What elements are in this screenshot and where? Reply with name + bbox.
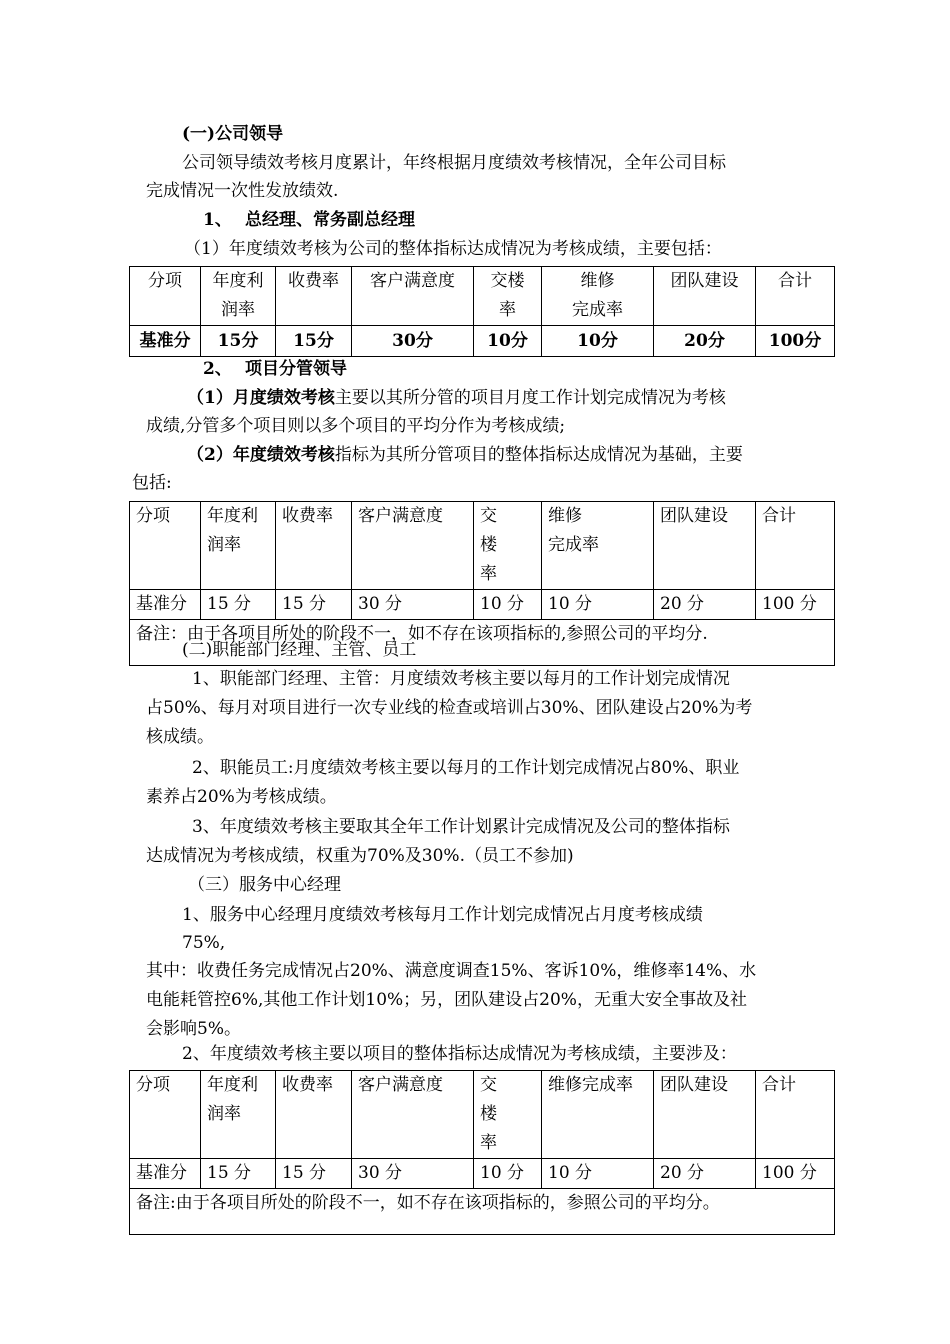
table-cell: 20 分 xyxy=(654,1159,756,1189)
service-center-score-table xyxy=(129,1070,835,1235)
paragraph-line: 会影响5%。 xyxy=(146,1019,241,1039)
paragraph-line: 完成情况一次性发放绩效. xyxy=(146,181,339,201)
header-cell: 维修 完成率 xyxy=(542,502,654,590)
header-cell: 收费率 xyxy=(276,267,352,326)
header-cell: 年度利 润率 xyxy=(201,267,276,326)
section-heading-functional-dept: (二)职能部门经理、主管、员工 xyxy=(182,640,417,660)
table-cell: 10 分 xyxy=(474,590,542,620)
table-cell: 100分 xyxy=(756,326,835,357)
paragraph-line: （1）年度绩效考核为公司的整体指标达成情况为考核成绩，主要包括： xyxy=(184,239,722,259)
table-cell: 15分 xyxy=(201,326,276,357)
paragraph-line: 1、职能部门经理、主管：月度绩效考核主要以每月的工作计划完成情况 xyxy=(192,669,730,689)
paragraph-line: 电能耗管控6%,其他工作计划10%；另，团队建设占20%，无重大安全事故及社 xyxy=(146,990,747,1010)
subsection-number: 1、 xyxy=(203,210,232,230)
header-cell: 交 楼 率 xyxy=(474,502,542,590)
paragraph-line: 核成绩。 xyxy=(146,727,214,747)
table-cell: 30 分 xyxy=(352,1159,474,1189)
header-cell: 分项 xyxy=(130,267,201,326)
header-cell: 合计 xyxy=(756,267,835,326)
table-cell: 15 分 xyxy=(276,590,352,620)
table-header-row xyxy=(130,502,835,590)
header-cell: 团队建设 xyxy=(654,1071,756,1159)
table-note: 备注:由于各项目所处的阶段不一，如不存在该项指标的，参照公司的平均分。 xyxy=(130,1189,835,1235)
table-cell: 10分 xyxy=(474,326,542,357)
table-cell: 基准分 xyxy=(130,1159,201,1189)
header-cell: 年度利 润率 xyxy=(201,502,276,590)
table-note: 备注：由于各项目所处的阶段不一，如不存在该项指标的,参照公司的平均分. xyxy=(130,620,835,666)
subsection-title-gm: 总经理、常务副总经理 xyxy=(245,210,415,230)
paragraph-line: 公司领导绩效考核月度累计，年终根据月度绩效考核情况，全年公司目标 xyxy=(182,153,726,173)
paragraph-line: 包括: xyxy=(132,473,172,493)
table-cell: 10 分 xyxy=(542,1159,654,1189)
paragraph-line: （2）年度绩效考核指标为其所分管项目的整体指标达成情况为基础，主要 xyxy=(187,445,743,465)
table-header-row xyxy=(130,267,835,326)
paragraph-line: 1、服务中心经理月度绩效考核每月工作计划完成情况占月度考核成绩 xyxy=(182,905,703,925)
header-cell: 合计 xyxy=(756,1071,835,1159)
gm-score-table xyxy=(129,266,835,357)
table-cell: 100 分 xyxy=(756,1159,835,1189)
paragraph-line: 素养占20%为考核成绩。 xyxy=(146,787,337,807)
paragraph-line: 2、职能员工:月度绩效考核主要以每月的工作计划完成情况占80%、职业 xyxy=(192,758,740,778)
table-cell: 15 分 xyxy=(276,1159,352,1189)
header-cell: 分项 xyxy=(130,1071,201,1159)
paragraph-line: 成绩,分管多个项目则以多个项目的平均分作为考核成绩; xyxy=(146,416,566,436)
paragraph-line: 达成情况为考核成绩，权重为70%及30%.（员工不参加) xyxy=(146,846,574,866)
table-cell: 基准分 xyxy=(130,326,201,357)
paragraph-line: 占50%、每月对项目进行一次专业线的检查或培训占30%、团队建设占20%为考 xyxy=(146,698,753,718)
table-row xyxy=(130,1159,835,1189)
table-cell: 30 分 xyxy=(352,590,474,620)
paragraph-line: 3、年度绩效考核主要取其全年工作计划累计完成情况及公司的整体指标 xyxy=(192,817,730,837)
header-cell: 交楼 率 xyxy=(474,267,542,326)
table-cell: 10分 xyxy=(542,326,654,357)
header-cell: 团队建设 xyxy=(654,267,756,326)
table-note-row xyxy=(130,1189,835,1235)
header-cell: 团队建设 xyxy=(654,502,756,590)
paragraph-line: （1）月度绩效考核主要以其所分管的项目月度工作计划完成情况为考核 xyxy=(187,388,726,408)
header-cell: 年度利 润率 xyxy=(201,1071,276,1159)
paragraph-line: 其中：收费任务完成情况占20%、满意度调查15%、客诉10%，维修率14%、水 xyxy=(146,961,757,981)
section-heading-company-leaders: (一)公司领导 xyxy=(182,124,284,144)
header-cell: 合计 xyxy=(756,502,835,590)
header-cell: 交 楼 率 xyxy=(474,1071,542,1159)
section-heading-service-center: （三）服务中心经理 xyxy=(188,875,341,895)
header-cell: 收费率 xyxy=(276,502,352,590)
paragraph-line: 75%, xyxy=(182,933,226,953)
table-cell: 15分 xyxy=(276,326,352,357)
paragraph-line: 2、年度绩效考核主要以项目的整体指标达成情况为考核成绩，主要涉及： xyxy=(182,1044,737,1064)
subsection-number: 2、 xyxy=(203,359,232,379)
header-cell: 维修完成率 xyxy=(542,1071,654,1159)
header-cell: 客户满意度 xyxy=(352,267,474,326)
header-cell: 客户满意度 xyxy=(352,502,474,590)
table-row xyxy=(130,590,835,620)
table-cell: 15 分 xyxy=(201,590,276,620)
table-cell: 100 分 xyxy=(756,590,835,620)
table-header-row xyxy=(130,1071,835,1159)
subsection-title-project-leaders: 项目分管领导 xyxy=(245,359,347,379)
table-cell: 20分 xyxy=(654,326,756,357)
header-cell: 分项 xyxy=(130,502,201,590)
table-cell: 30分 xyxy=(352,326,474,357)
table-cell: 10 分 xyxy=(474,1159,542,1189)
table-cell: 20 分 xyxy=(654,590,756,620)
header-cell: 收费率 xyxy=(276,1071,352,1159)
table-row xyxy=(130,326,835,357)
header-cell: 客户满意度 xyxy=(352,1071,474,1159)
table-cell: 10 分 xyxy=(542,590,654,620)
table-cell: 基准分 xyxy=(130,590,201,620)
header-cell: 维修 完成率 xyxy=(542,267,654,326)
table-cell: 15 分 xyxy=(201,1159,276,1189)
